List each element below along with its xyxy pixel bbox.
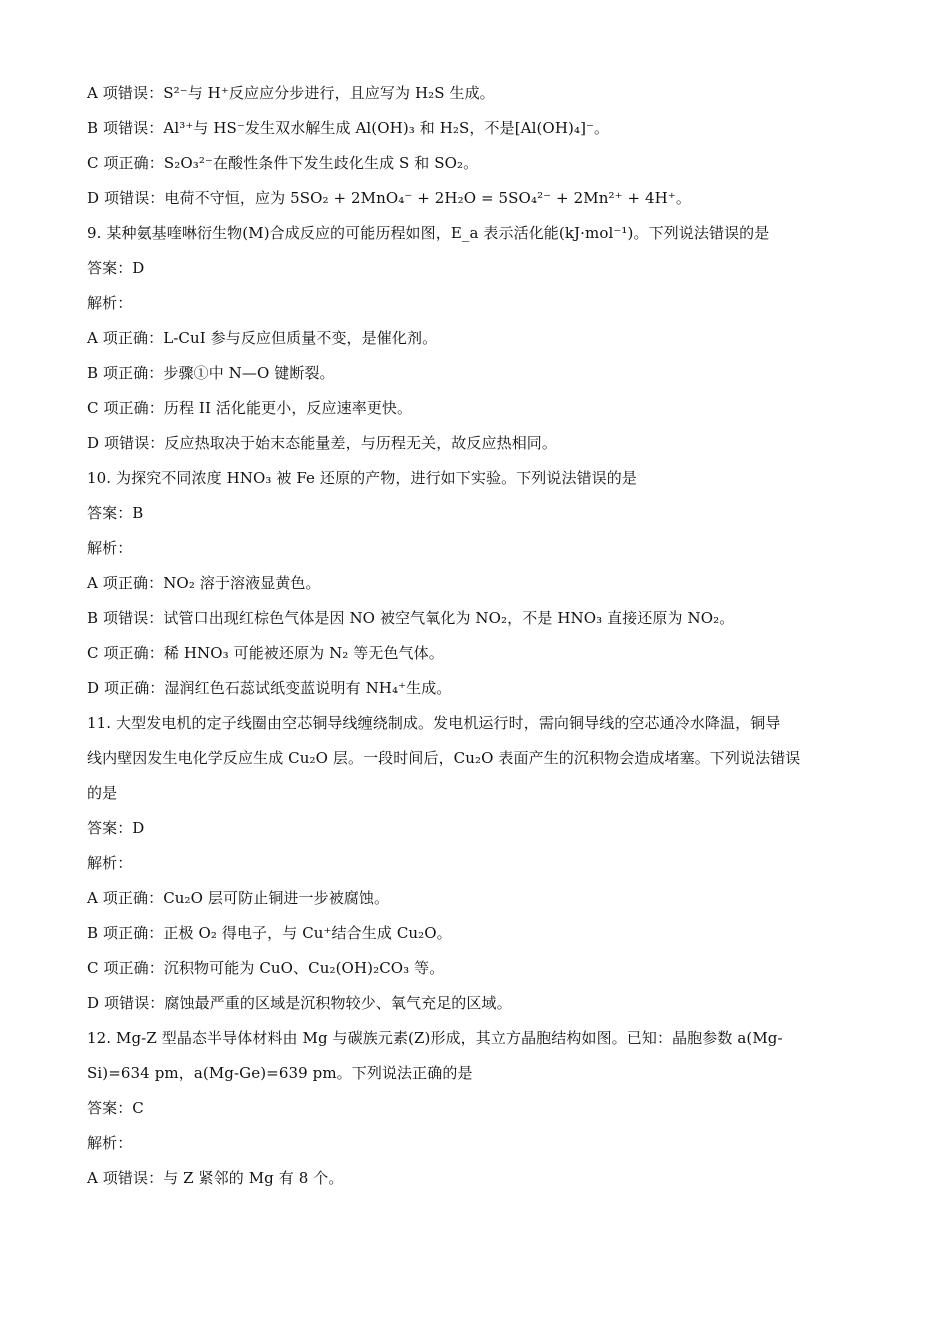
- text-line: A 项正确：L-CuI 参与反应但质量不变，是催化剂。: [87, 329, 438, 347]
- text-line: C 项正确：S₂O₃²⁻在酸性条件下发生歧化生成 S 和 SO₂。: [87, 154, 479, 172]
- document-page: [87, 76, 867, 1196]
- text-line: D 项正确：湿润红色石蕊试纸变蓝说明有 NH₄⁺生成。: [87, 679, 452, 697]
- question-12-stem-cont: Si)=634 pm，a(Mg-Ge)=639 pm。下列说法正确的是: [87, 1064, 473, 1082]
- text-line: C 项正确：稀 HNO₃ 可能被还原为 N₂ 等无色气体。: [87, 644, 444, 662]
- question-9-stem: 9. 某种氨基喹啉衍生物(M)合成反应的可能历程如图，E_a 表示活化能(kJ·mol⁻¹)。下列说法错误的是: [87, 224, 770, 242]
- question-11-stem-cont: 线内壁因发生电化学反应生成 Cu₂O 层。一段时间后，Cu₂O 表面产生的沉积物会造成堵塞。下列说法错误: [87, 749, 801, 767]
- text-line: C 项正确：历程 II 活化能更小，反应速率更快。: [87, 399, 413, 417]
- analysis-label: 解析：: [87, 294, 133, 312]
- text-line: A 项正确：Cu₂O 层可防止铜进一步被腐蚀。: [87, 889, 390, 907]
- text-line: A 项正确：NO₂ 溶于溶液显黄色。: [87, 574, 321, 592]
- text-line: D 项错误：反应热取决于始末态能量差，与历程无关，故反应热相同。: [87, 434, 557, 452]
- question-12-stem: 12. Mg-Z 型晶态半导体材料由 Mg 与碳族元素(Z)形成，其立方晶胞结构如图。已知：晶胞参数 a(Mg-: [87, 1029, 783, 1047]
- analysis-label: 解析：: [87, 1134, 133, 1152]
- question-10-stem: 10. 为探究不同浓度 HNO₃ 被 Fe 还原的产物，进行如下实验。下列说法错误的是: [87, 469, 637, 487]
- text-line: A 项错误：S²⁻与 H⁺反应应分步进行，且应写为 H₂S 生成。: [87, 84, 495, 102]
- text-line: C 项正确：沉积物可能为 CuO、Cu₂(OH)₂CO₃ 等。: [87, 959, 445, 977]
- question-11-stem-cont: 的是: [87, 784, 118, 802]
- answer-line: 答案：C: [87, 1099, 144, 1117]
- question-11-stem: 11. 大型发电机的定子线圈由空芯铜导线缠绕制成。发电机运行时，需向铜导线的空芯通冷水降温，铜导: [87, 714, 781, 732]
- text-line: B 项正确：正极 O₂ 得电子，与 Cu⁺结合生成 Cu₂O。: [87, 924, 452, 942]
- text-line: D 项错误：腐蚀最严重的区域是沉积物较少、氧气充足的区域。: [87, 994, 512, 1012]
- text-line: B 项错误：试管口出现红棕色气体是因 NO 被空气氧化为 NO₂，不是 HNO₃ 直接还原为 NO₂。: [87, 609, 735, 627]
- text-line: B 项错误：Al³⁺与 HS⁻发生双水解生成 Al(OH)₃ 和 H₂S，不是[Al(OH)₄]⁻。: [87, 119, 610, 137]
- text-line: A 项错误：与 Z 紧邻的 Mg 有 8 个。: [87, 1169, 344, 1187]
- analysis-label: 解析：: [87, 539, 133, 557]
- text-line: D 项错误：电荷不守恒，应为 5SO₂ + 2MnO₄⁻ + 2H₂O = 5SO₄²⁻ + 2Mn²⁺ + 4H⁺。: [87, 189, 691, 207]
- answer-line: 答案：D: [87, 819, 145, 837]
- answer-line: 答案：D: [87, 259, 145, 277]
- analysis-label: 解析：: [87, 854, 133, 872]
- text-line: B 项正确：步骤①中 N—O 键断裂。: [87, 364, 335, 382]
- answer-line: 答案：B: [87, 504, 144, 522]
